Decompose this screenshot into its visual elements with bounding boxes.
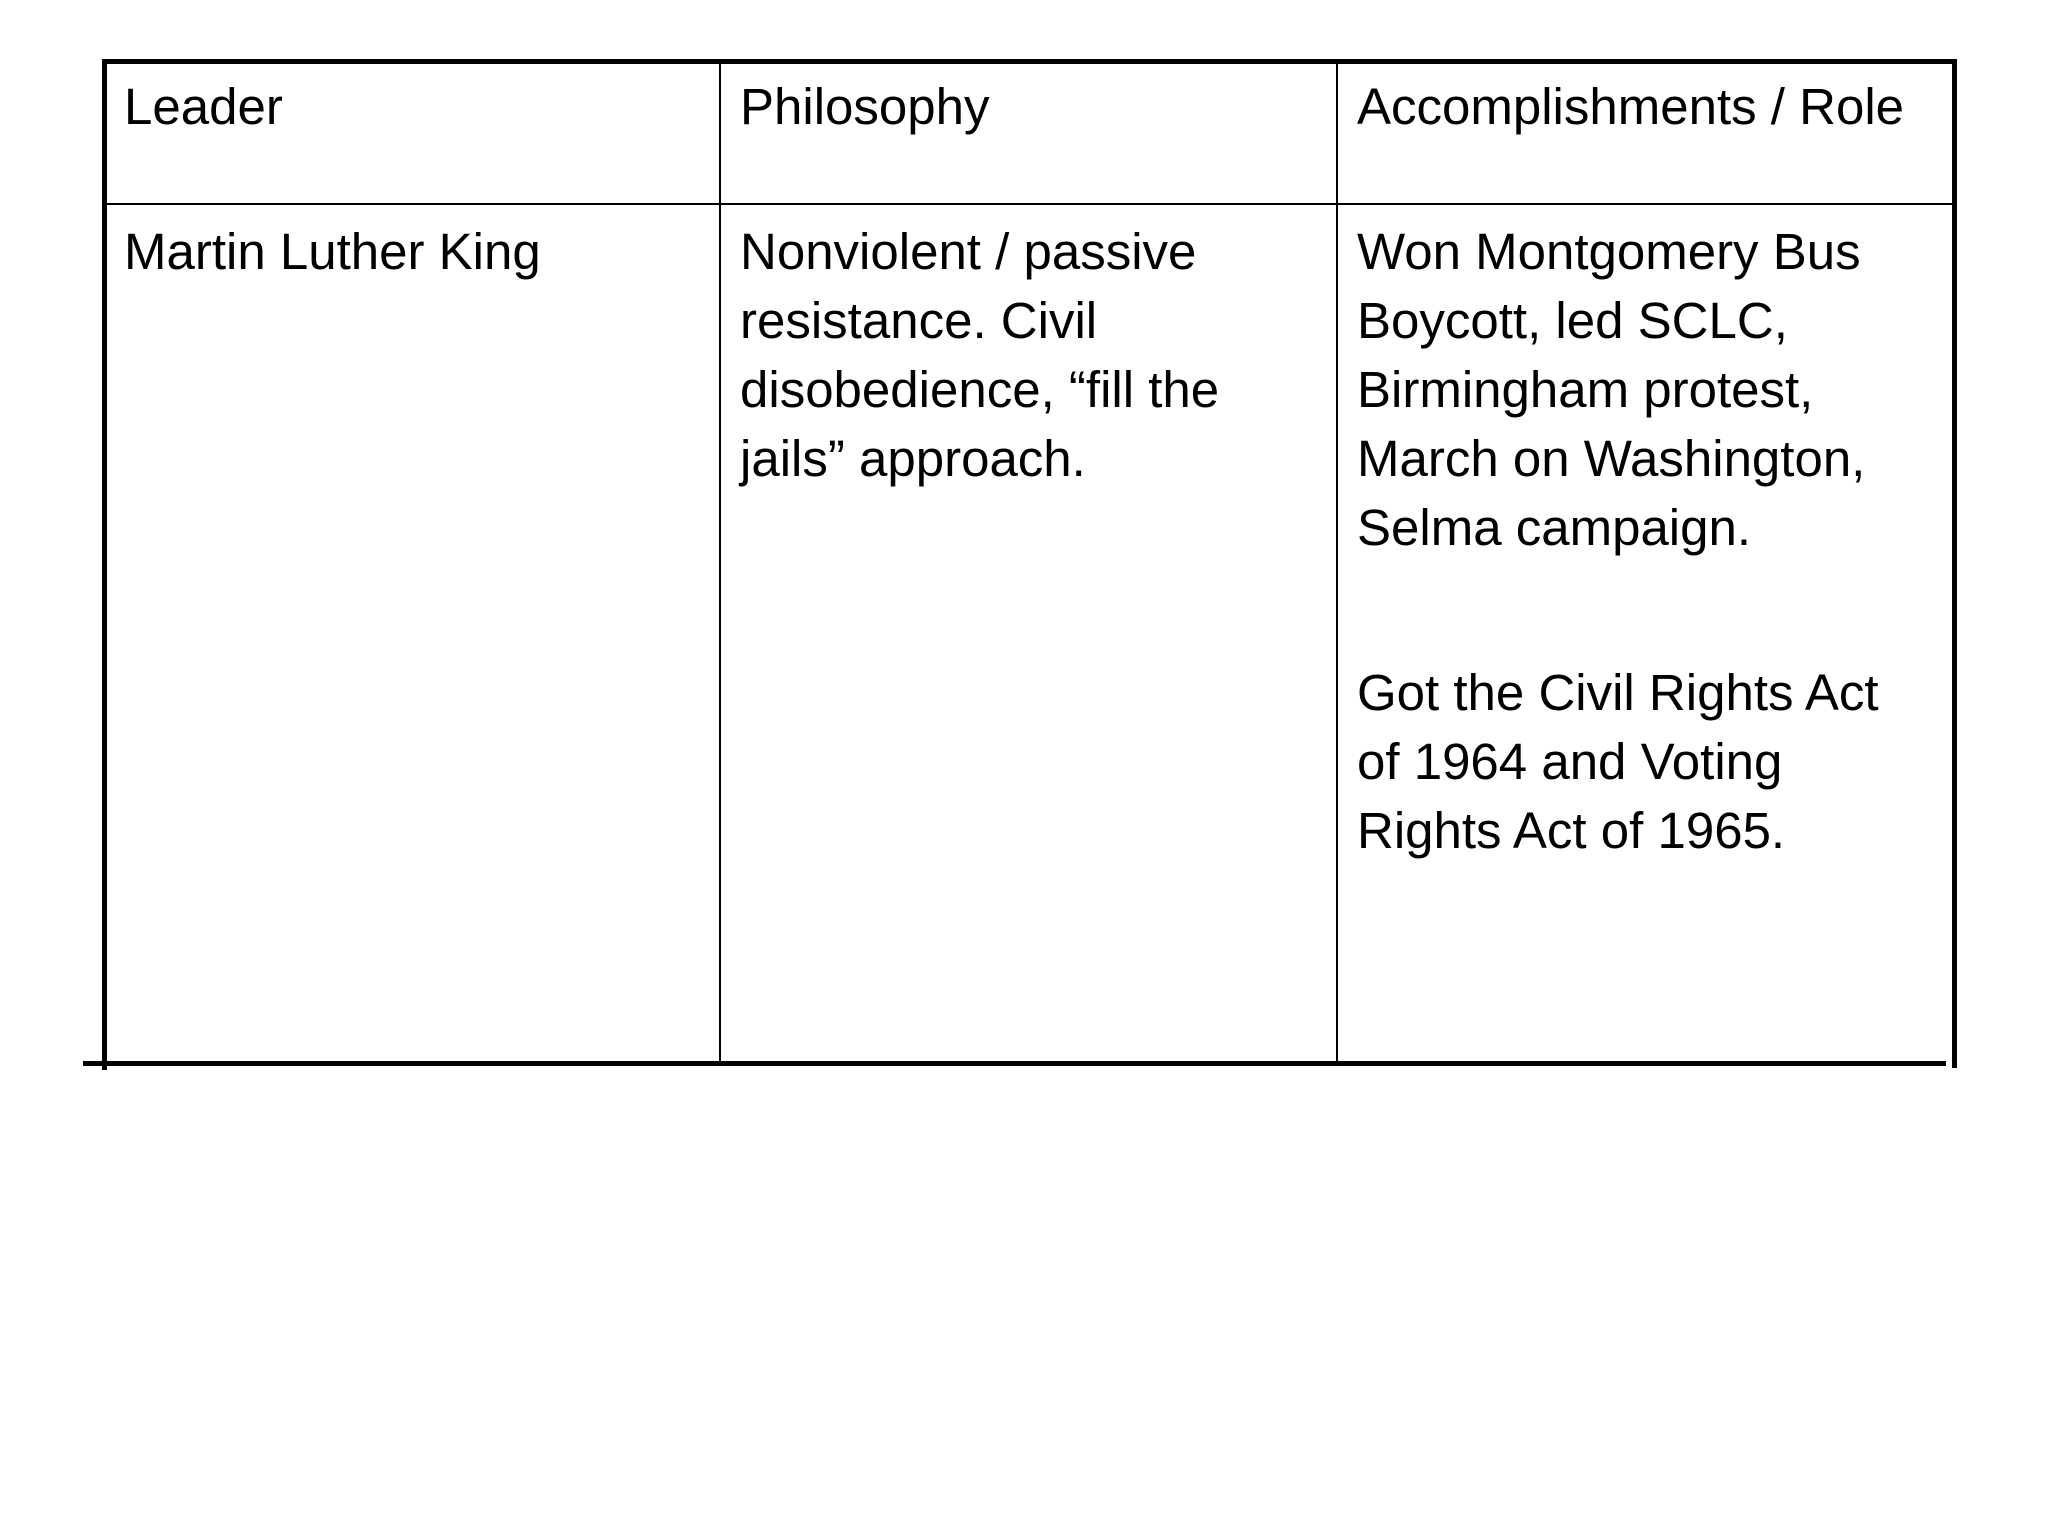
header-cell-accomplishments [1357,72,1947,141]
philosophy-line: disobedience, “fill the [740,361,1220,418]
philosophy-line: resistance. Civil [740,292,1098,349]
accomplishments-line: Rights Act of 1965. [1357,802,1786,859]
column-divider-2 [1336,59,1338,1063]
accomplishments-line: Got the Civil Rights Act [1357,664,1879,721]
cell-leader [124,217,704,286]
header-label-accomplishments: Accomplishments / Role [1357,78,1905,135]
column-divider-1 [719,59,721,1063]
header-cell-philosophy [740,72,1320,141]
cell-philosophy [740,217,1320,493]
accomplishments-line: Won Montgomery Bus [1357,223,1861,280]
accomplishments-paragraph-1 [1357,217,1947,562]
accomplishments-line: March on Washington, [1357,430,1866,487]
philosophy-line: jails” approach. [740,430,1086,487]
header-label-leader: Leader [124,78,283,135]
accomplishments-line: Selma campaign. [1357,499,1752,556]
accomplishments-paragraph-2 [1357,658,1947,865]
accomplishments-line: Birmingham protest, [1357,361,1814,418]
philosophy-line: Nonviolent / passive [740,223,1197,280]
accomplishments-line: of 1964 and Voting [1357,733,1783,790]
header-cell-leader [124,72,704,141]
table-bottom-border [83,1061,1946,1066]
accomplishments-line: Boycott, led SCLC, [1357,292,1788,349]
table-right-border-stub [1952,1060,1957,1068]
leader-name: Martin Luther King [124,223,541,280]
header-row-divider [105,203,1954,205]
philosophy-text [740,217,1320,493]
table-left-border-stub [102,1060,107,1070]
header-label-philosophy: Philosophy [740,78,990,135]
cell-accomplishments [1357,217,1947,865]
